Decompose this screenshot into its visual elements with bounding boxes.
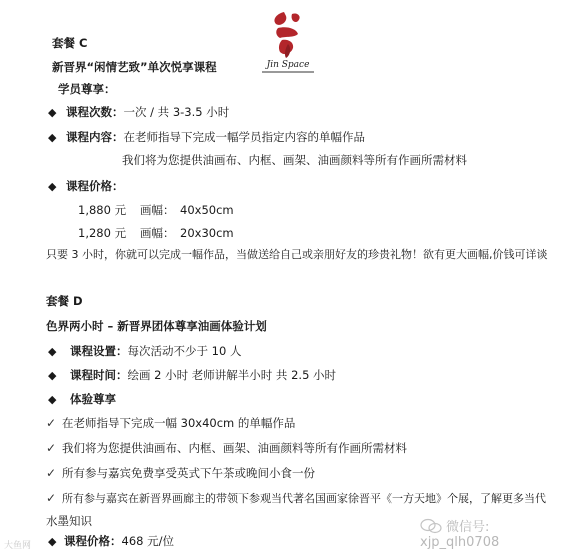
check-item (46, 465, 315, 481)
diamond-bullet-icon: ◆ (48, 393, 57, 406)
experience-label: 体验尊享 (70, 392, 116, 406)
wechat-icon (420, 518, 442, 534)
price-row (78, 202, 234, 218)
diamond-bullet-icon: ◆ (48, 180, 57, 193)
check-text: 所有参与嘉宾免费享受英式下午茶或晚间小食一份 (62, 466, 315, 480)
checkmark-icon: ✓ (46, 441, 57, 455)
price-amount: 1,880 元 (78, 203, 127, 217)
size-value: 40x50cm (180, 203, 234, 217)
package-d-price (48, 533, 174, 550)
price-label: 课程价格： (64, 534, 122, 548)
size-label: 画幅： (140, 203, 175, 217)
diamond-bullet-icon: ◆ (48, 369, 57, 382)
package-c-member-label: 学员尊享： (58, 82, 116, 96)
package-c-content-note: 我们将为您提供油画布、内框、画架、油画颜料等所有作画所需材料 (122, 153, 467, 167)
content-label: 课程内容： (66, 130, 124, 144)
check-text: 我们将为您提供油画布、内框、画架、油画颜料等所有作画所需材料 (62, 441, 407, 455)
package-c-price (48, 178, 124, 195)
package-d-experience (48, 391, 116, 408)
price-row (78, 225, 234, 241)
diamond-bullet-icon: ◆ (48, 535, 57, 548)
setting-label: 课程设置： (70, 344, 128, 358)
check-item (46, 440, 407, 456)
time-label: 课程时间： (70, 368, 128, 382)
package-c-subtitle: 新晋界“闲情艺致”单次悦享课程 (52, 60, 217, 74)
setting-value: 每次活动不少于 10 人 (127, 344, 242, 358)
check-text: 所有参与嘉宾在新晋界画廊主的带领下参观当代著名国画家徐晋平《一方天地》个展，了解更多当代 (62, 492, 546, 505)
package-d-subtitle: 色界两小时 – 新晋界团体尊享油画体验计划 (46, 319, 267, 333)
diamond-bullet-icon: ◆ (48, 106, 57, 119)
check-item (46, 415, 295, 431)
count-label: 课程次数： (66, 105, 124, 119)
watermark-text: 微信号: xjp_qlh0708 (420, 520, 500, 550)
check-item (46, 490, 546, 507)
size-label: 画幅： (140, 226, 175, 240)
corner-watermark: 大鱼网 (4, 541, 32, 551)
package-c-content (48, 129, 365, 146)
package-c-footnote: 只要 3 小时，你就可以完成一幅作品，当做送给自己或亲朋好友的珍贵礼物！欲有更大画幅,价钱可详谈 (46, 248, 548, 261)
logo-subline (262, 71, 314, 73)
checkmark-icon: ✓ (46, 466, 57, 480)
check-continuation: 水墨知识 (46, 514, 92, 528)
size-value: 20x30cm (180, 226, 234, 240)
price-amount: 1,280 元 (78, 226, 127, 240)
package-d-setting (48, 343, 241, 360)
diamond-bullet-icon: ◆ (48, 345, 57, 358)
time-value: 绘画 2 小时 老师讲解半小时 共 2.5 小时 (127, 368, 337, 382)
price-value: 468 元/位 (121, 534, 174, 548)
check-text: 在老师指导下完成一幅 30x40cm 的单幅作品 (62, 416, 296, 430)
count-value: 一次 / 共 3-3.5 小时 (123, 105, 230, 119)
logo-calligraphy-icon (258, 8, 318, 60)
content-value: 在老师指导下完成一幅学员指定内容的单幅作品 (123, 130, 365, 144)
price-label: 课程价格： (66, 179, 124, 193)
package-d-time (48, 367, 336, 384)
jin-space-logo (258, 8, 318, 76)
logo-text: Jin Space (266, 60, 310, 70)
package-d-title: 套餐 D (46, 294, 83, 308)
wechat-watermark (420, 516, 564, 550)
checkmark-icon: ✓ (46, 491, 57, 505)
diamond-bullet-icon: ◆ (48, 131, 57, 144)
package-c-count (48, 104, 229, 121)
checkmark-icon: ✓ (46, 416, 57, 430)
package-c-title: 套餐 C (52, 36, 88, 50)
